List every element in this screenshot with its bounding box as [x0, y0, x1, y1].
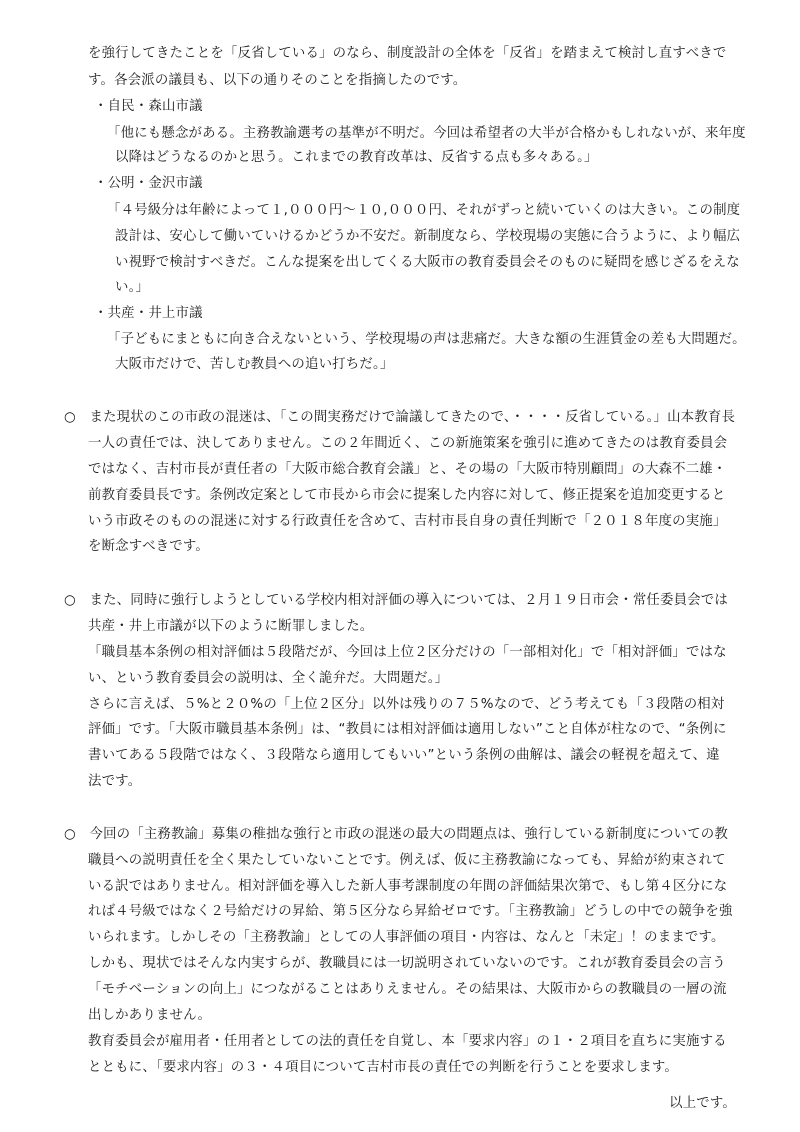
member-quote-line: 「他にも懸念がある。主務教諭選考の基準が不明だ。今回は希望者の大半が合格かもしれないが、来年度: [107, 126, 746, 141]
member-name: ・公明・金沢市議: [94, 176, 203, 191]
member-quote-line: 以降はどうなるのかと思う。これまでの教育改革は、反省する点も多々ある。」: [115, 150, 598, 165]
para2-line: い、という教育委員会の説明は、全く詭弁だ。大問題だ。」: [88, 671, 449, 686]
para2-line: 共産・井上市議が以下のように断罪しました。: [88, 619, 374, 634]
para2-line: 法です。: [88, 774, 142, 789]
para3-line: ○ 今回の「主務教諭」募集の稚拙な強行と市政の混迷の最大の問題点は、強行している新制度についての教: [64, 827, 728, 842]
para1-line: 前教育委員長です。条例改定案として市長から市会に提案した内容に対して、修正提案を追加変更すると: [88, 488, 726, 503]
intro-line: す。各会派の議員も、以下の通りそのことを指摘したのです。: [88, 73, 467, 88]
member-name: ・共産・井上市議: [94, 306, 203, 321]
member-quote-line: 「子どもにまともに向き合えないという、学校現場の声は悲痛だ。大きな額の生涯賃金の差も大問題だ。: [107, 332, 746, 347]
para1-line: 一人の責任では、決してありません。この２年間近く、この新施策案を強引に進めてきたのは教育委員会: [88, 436, 728, 451]
closing-text: 以上です。: [669, 1096, 736, 1111]
para1-line: いう市政そのものの混迷に対する行政責任を含めて、吉村市長自身の責任判断で「２０１８年度の実施」: [88, 514, 727, 529]
para1-line: を断念すべきです。: [88, 539, 209, 554]
para1-line: ○ また現状のこの市政の混迷は、「この間実務だけで論議してきたので、・・・・反省している。」山本教育長: [64, 410, 736, 425]
para3-line: れば４号級ではなく２号給だけの昇給、第５区分なら昇給ゼロです。「主務教諭」どうしの中での競争を強: [88, 904, 733, 919]
para3-line: 出しかありません。: [88, 1008, 212, 1023]
member-quote-line: 設計は、安心して働いていけるかどうか不安だ。新制度なら、学校現場の実態に合うように、より幅広: [115, 229, 741, 244]
para2-line: 評価」です。「大阪市職員基本条例」は、“教員には相対評価は適用しない”こと自体が柱なので、“条例に: [88, 722, 727, 737]
para2-line: 「職員基本条例の相対評価は５段階だが、今回は上位２区分だけの「一部相対化」で「相対評価」ではな: [88, 645, 727, 660]
para3-line: とともに、「要求内容」の３・４項目について吉村市長の責任での判断を行うことを要求します。: [88, 1060, 678, 1075]
member-quote-line: 「４号級分は年齢によって１,０００円〜１０,０００円、それがずっと続いていくのは大きい。この制度: [107, 203, 741, 218]
intro-line: を強行してきたことを「反省している」のなら、制度設計の全体を「反省」を踏まえて検討し直すべきで: [88, 46, 727, 61]
para2-line: 書いてある５段階ではなく、３段階なら適用してもいい”という条例の曲解は、議会の軽視を超えて、違: [88, 748, 720, 763]
para3-line: 教育委員会が雇用者・任用者としての法的責任を自覚し、本「要求内容」の１・２項目を直ちに実施する: [88, 1034, 727, 1049]
para3-line: 職員への説明責任を全く果たしていないことです。例えば、仮に主務教諭になっても、昇給が約束されて: [88, 853, 726, 868]
para2-line: さらに言えば、５%と２０%の「上位２区分」以外は残りの７５%なので、どう考えても「３段階の相対: [88, 697, 725, 712]
member-quote-line: い。」: [115, 280, 150, 295]
para3-line: いられます。しかしその「主務教諭」としての人事評価の項目・内容は、なんと「未定」！のままです。: [88, 930, 725, 945]
para1-line: ではなく、吉村市長が責任者の「大阪市総合教育会議」と、その場の「大阪市特別顧問」の大森不二雄・: [88, 462, 727, 477]
member-quote-line: 大阪市だけで、苦しむ教員への追い打ちだ。」: [115, 357, 394, 372]
para3-line: いる訳ではありません。相対評価を導入した新人事考課制度の年間の評価結果次第で、もし第４区分にな: [88, 879, 728, 894]
para3-line: しかも、現状ではそんな内実すらが、教職員には一切説明されていないのです。これが教育委員会の言う: [88, 956, 726, 971]
member-quote-line: い視野で検討すべきだ。こんな提案を出してくる大阪市の教育委員会そのものに疑問を感じざるをえな: [115, 255, 740, 270]
member-name: ・自民・森山市議: [94, 99, 203, 114]
para2-line: ○ また、同時に強行しようとしている学校内相対評価の導入については、２月１９日市会・常任委員会では: [64, 593, 728, 608]
para3-line: 「モチベーションの向上」につながることはありえません。その結果は、大阪市からの教職員の一層の流: [88, 982, 727, 997]
